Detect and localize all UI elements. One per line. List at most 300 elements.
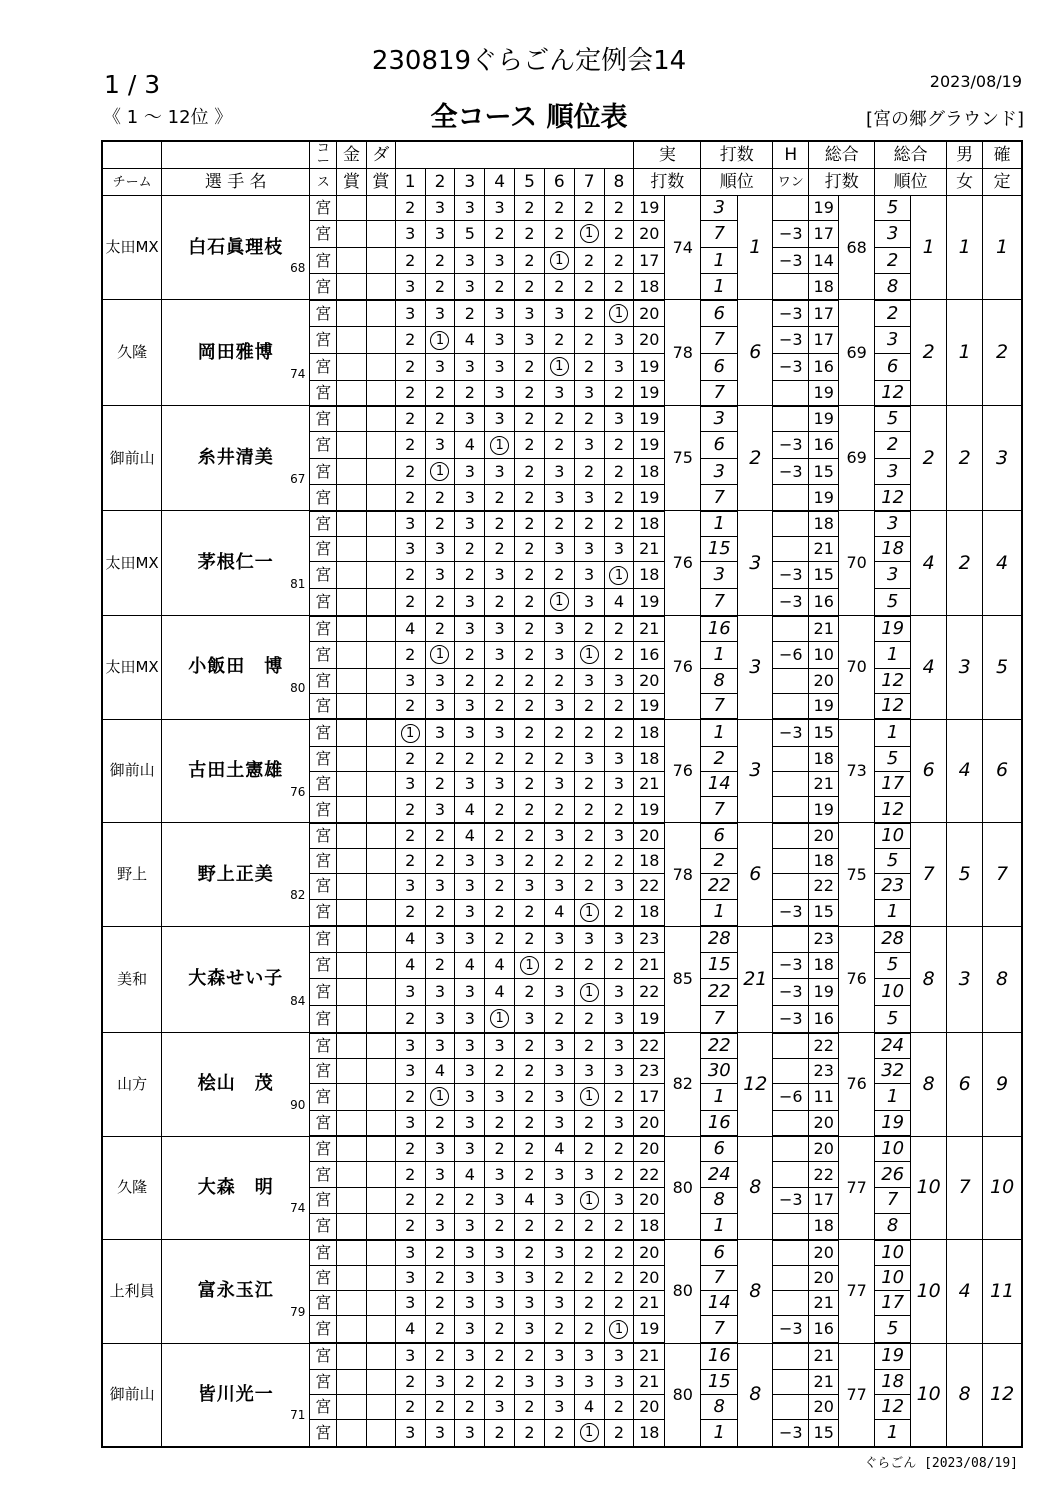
hole-score: 2 xyxy=(524,539,535,559)
da-prize-cell xyxy=(366,1419,395,1447)
course-cell: 宮 xyxy=(310,616,337,642)
hole-score: 3 xyxy=(464,1242,475,1262)
round-rank-cell: 15 xyxy=(701,537,738,562)
hole-score: 1 xyxy=(609,566,628,585)
player-handicap: 84 xyxy=(290,993,306,1008)
round-rank-cell: 14 xyxy=(701,1291,738,1316)
hole-score-cell xyxy=(604,221,634,248)
hole-score-cell xyxy=(395,562,425,589)
venue: [宮の郷グラウンド] xyxy=(865,109,1024,130)
hole-score-cell xyxy=(395,1162,425,1187)
hole-score: 3 xyxy=(434,1164,446,1184)
player-name-cell xyxy=(162,719,310,823)
stroke-rank-cell: 3 xyxy=(738,719,773,823)
round-rank-cell: 6 xyxy=(701,432,738,459)
gold-header-bottom: 賞 xyxy=(337,169,367,196)
hole-score-cell xyxy=(544,274,574,300)
hole-score-cell xyxy=(544,1084,574,1111)
hole-score-cell xyxy=(604,1343,634,1369)
total-rank-cell: 2 xyxy=(911,300,947,406)
hole-score: 2 xyxy=(405,356,416,376)
hole-score: 3 xyxy=(434,356,446,376)
hole-score-cell xyxy=(485,432,515,459)
gold-prize-cell xyxy=(337,1162,367,1187)
hole-score: 3 xyxy=(464,461,475,481)
round-score-cell: 18 xyxy=(634,562,665,589)
course-cell: 宮 xyxy=(310,458,337,485)
hole-score-cell xyxy=(515,668,545,693)
round-rank-cell: 7 xyxy=(701,1316,738,1343)
course-cell: 宮 xyxy=(310,406,337,432)
hole-score-cell xyxy=(515,797,545,823)
da-prize-cell xyxy=(366,1316,395,1343)
course-cell: 宮 xyxy=(310,1369,337,1394)
actual-header-bottom: 打数 xyxy=(634,169,701,196)
total-strokes-cell: 77 xyxy=(839,1240,875,1344)
hole-score: 2 xyxy=(434,825,446,845)
hole-score: 3 xyxy=(434,929,446,949)
hole-score: 1 xyxy=(580,1191,599,1210)
hole-score-cell xyxy=(455,1005,485,1032)
hole-score: 3 xyxy=(405,1346,416,1366)
player-name-cell xyxy=(162,406,310,511)
hole-score: 4 xyxy=(405,929,416,949)
hole-score-cell xyxy=(455,327,485,354)
hole-score: 3 xyxy=(554,382,565,402)
hole-in-one-cell xyxy=(773,1240,809,1266)
hole-score: 2 xyxy=(405,1371,416,1391)
hole-score: 3 xyxy=(464,876,475,896)
round-rank-cell: 22 xyxy=(701,1033,738,1059)
hole-score-cell xyxy=(455,274,485,300)
round-total-rank-cell: 2 xyxy=(875,432,911,459)
hole-score-cell xyxy=(574,1033,604,1059)
total-rank-header: 総合 xyxy=(875,141,947,169)
hole-score: 2 xyxy=(584,1319,595,1339)
round-total-rank-cell: 5 xyxy=(875,746,911,771)
hole-score-cell xyxy=(515,1110,545,1136)
hole-score-cell xyxy=(604,1419,634,1447)
hole-score-cell xyxy=(485,719,515,746)
hole-score-cell xyxy=(395,1058,425,1083)
hole-score: 2 xyxy=(613,902,625,922)
hole-score-cell xyxy=(455,1033,485,1059)
hole-score-cell xyxy=(485,1033,515,1059)
hole-score: 3 xyxy=(524,1319,535,1339)
round-total-rank-cell: 6 xyxy=(875,353,911,380)
hole-score: 2 xyxy=(524,851,535,871)
hole-score: 1 xyxy=(580,903,599,922)
hole-score: 3 xyxy=(434,539,446,559)
hole-score: 3 xyxy=(464,982,475,1001)
hole-score-cell xyxy=(455,823,485,849)
hole-in-one-cell xyxy=(773,616,809,642)
hole-score-cell xyxy=(515,719,545,746)
hole-score: 2 xyxy=(554,435,565,455)
hole-score-cell xyxy=(574,1187,604,1214)
hole-header: 3 xyxy=(455,169,485,196)
round-rank-cell: 7 xyxy=(701,485,738,511)
hole-score-cell xyxy=(544,874,574,899)
hole-score: 2 xyxy=(584,513,595,533)
hole-score: 1 xyxy=(550,592,569,611)
round-rank-cell: 1 xyxy=(701,1084,738,1111)
round-rank-cell: 7 xyxy=(701,221,738,248)
hole-score: 1 xyxy=(580,645,599,664)
hole-score-cell xyxy=(425,485,455,511)
hole-score: 2 xyxy=(524,902,535,922)
hole-score-cell xyxy=(425,1369,455,1394)
hole-score-cell xyxy=(395,616,425,642)
hole-score-cell xyxy=(395,899,425,926)
player-name-cell xyxy=(162,196,310,300)
da-prize-cell xyxy=(366,432,395,459)
hole-score: 2 xyxy=(494,1216,505,1236)
total-strokes-cell: 69 xyxy=(839,406,875,511)
hole-score-cell xyxy=(395,1291,425,1316)
hole-score-cell xyxy=(604,196,634,221)
team-cell: 太田MX xyxy=(102,511,162,616)
hole-score: 2 xyxy=(524,513,535,533)
round-total-rank-cell: 10 xyxy=(875,1136,911,1162)
total-rank-cell: 1 xyxy=(911,196,947,300)
footer: ぐらごん [2023/08/19] xyxy=(864,1456,1018,1471)
da-prize-cell xyxy=(366,642,395,669)
final-header-bottom: 定 xyxy=(983,169,1022,196)
hole-score-cell xyxy=(544,693,574,719)
hole-in-one-cell xyxy=(773,823,809,849)
hole-in-one-cell xyxy=(773,1291,809,1316)
hole-score-cell xyxy=(515,1240,545,1266)
actual-header: 実 xyxy=(634,141,701,169)
hole-in-one-cell xyxy=(773,511,809,537)
course-cell: 宮 xyxy=(310,300,337,327)
gold-prize-cell xyxy=(337,247,367,274)
round-score-cell: 17 xyxy=(634,247,665,274)
round-total-cell: 19 xyxy=(809,380,839,406)
hole-score: 2 xyxy=(584,356,595,376)
hole-score-cell xyxy=(425,979,455,1006)
table-row xyxy=(102,616,1022,642)
da-prize-cell xyxy=(366,485,395,511)
table-row xyxy=(102,926,1022,952)
round-score-cell: 19 xyxy=(634,588,665,615)
hole-score-cell xyxy=(604,1240,634,1266)
hole-score-cell xyxy=(515,1162,545,1187)
hole-score: 3 xyxy=(494,618,505,638)
hole-score-cell xyxy=(515,1394,545,1419)
final-rank-cell: 9 xyxy=(983,1033,1022,1137)
round-total-cell: 18 xyxy=(809,274,839,300)
hole-score: 2 xyxy=(464,539,475,559)
hole-score-cell xyxy=(544,746,574,771)
round-total-cell: 14 xyxy=(809,247,839,274)
round-total-rank-cell: 28 xyxy=(875,926,911,952)
hole-score-cell xyxy=(395,693,425,719)
gold-prize-cell xyxy=(337,823,367,849)
da-prize-cell xyxy=(366,353,395,380)
hole-score-cell xyxy=(425,899,455,926)
hole-score-cell xyxy=(574,1084,604,1111)
hole-score-cell xyxy=(604,979,634,1006)
da-prize-cell xyxy=(366,952,395,979)
hole-score-cell xyxy=(544,642,574,669)
hole-score: 3 xyxy=(494,382,505,402)
hole-score-cell xyxy=(455,221,485,248)
round-score-cell: 19 xyxy=(634,432,665,459)
hole-score: 3 xyxy=(405,1242,416,1262)
hole-score-cell xyxy=(425,327,455,354)
hole-score: 2 xyxy=(584,825,595,845)
stroke-rank-cell: 6 xyxy=(738,300,773,406)
hole-score: 2 xyxy=(494,1319,505,1339)
hole-score: 2 xyxy=(494,929,505,949)
hole-score-cell xyxy=(455,642,485,669)
hole-score-cell xyxy=(515,952,545,979)
gold-prize-cell xyxy=(337,1265,367,1290)
course-cell: 宮 xyxy=(310,1343,337,1369)
hole-score-cell xyxy=(425,823,455,849)
hole-score-cell xyxy=(574,1343,604,1369)
hole-score-cell xyxy=(455,1394,485,1419)
hole-score-cell xyxy=(455,1316,485,1343)
course-cell: 宮 xyxy=(310,1240,337,1266)
round-total-rank-cell: 8 xyxy=(875,1214,911,1240)
hole-score-cell xyxy=(455,562,485,589)
hole-score-cell xyxy=(485,823,515,849)
hole-score: 2 xyxy=(405,1216,416,1236)
gender-rank-cell: 3 xyxy=(947,616,983,720)
hole-score: 2 xyxy=(554,1216,565,1236)
hole-score-cell xyxy=(485,1343,515,1369)
hole-score: 3 xyxy=(405,1035,416,1055)
round-total-rank-cell: 12 xyxy=(875,380,911,406)
hole-score: 2 xyxy=(524,565,535,585)
hole-score-cell xyxy=(544,380,574,406)
round-total-rank-cell: 3 xyxy=(875,221,911,248)
round-rank-cell: 7 xyxy=(701,380,738,406)
hole-score-cell xyxy=(395,1343,425,1369)
hole-in-one-cell xyxy=(773,1110,809,1136)
hole-score: 2 xyxy=(494,1061,505,1080)
round-rank-cell: 6 xyxy=(701,1240,738,1266)
hole-score-cell xyxy=(544,849,574,874)
total-rank-cell: 8 xyxy=(911,926,947,1032)
course-cell: 宮 xyxy=(310,1033,337,1059)
hole-score-cell xyxy=(485,1369,515,1394)
hole-score: 2 xyxy=(524,487,535,507)
hole-score: 3 xyxy=(464,774,475,794)
gold-prize-cell xyxy=(337,1394,367,1419)
round-score-cell: 20 xyxy=(634,1187,665,1214)
hole-score: 2 xyxy=(524,461,535,481)
gender-rank-cell: 4 xyxy=(947,1240,983,1344)
hole-score: 2 xyxy=(405,1139,416,1159)
gender-rank-cell: 2 xyxy=(947,511,983,616)
hole-score: 3 xyxy=(494,1164,505,1184)
hole-score-cell xyxy=(574,1005,604,1032)
hole-score-cell xyxy=(395,874,425,899)
round-score-cell: 18 xyxy=(634,1214,665,1240)
hole-score-cell xyxy=(485,380,515,406)
hole-score: 3 xyxy=(464,487,475,507)
round-total-cell: 19 xyxy=(809,406,839,432)
hole-score-cell xyxy=(604,823,634,849)
stroke-rank-cell: 8 xyxy=(738,1343,773,1447)
hole-score: 1 xyxy=(580,1087,599,1106)
hole-score: 2 xyxy=(524,1139,535,1159)
hole-score-cell xyxy=(574,537,604,562)
hole-score-cell xyxy=(574,1110,604,1136)
hole-score: 2 xyxy=(613,1396,625,1416)
hole-score: 2 xyxy=(554,198,565,218)
team-header: チーム xyxy=(102,169,162,196)
hole-score: 5 xyxy=(464,223,475,243)
round-total-cell: 16 xyxy=(809,353,839,380)
gold-prize-cell xyxy=(337,719,367,746)
da-header: ダ xyxy=(366,141,395,169)
hole-score: 2 xyxy=(434,618,446,638)
course-cell: 宮 xyxy=(310,874,337,899)
course-cell: 宮 xyxy=(310,274,337,300)
round-total-cell: 16 xyxy=(809,1316,839,1343)
round-score-cell: 22 xyxy=(634,1162,665,1187)
course-cell: 宮 xyxy=(310,1316,337,1343)
hole-score-cell xyxy=(455,380,485,406)
hole-score-cell xyxy=(395,1187,425,1214)
results-body xyxy=(102,196,1022,1448)
hole-score: 2 xyxy=(584,1268,595,1288)
gold-prize-cell xyxy=(337,562,367,589)
hole-score: 3 xyxy=(434,1139,446,1159)
hole-score: 3 xyxy=(434,982,446,1001)
hole-score-cell xyxy=(604,693,634,719)
total-rank-cell: 8 xyxy=(911,1033,947,1137)
round-rank-cell: 1 xyxy=(701,1214,738,1240)
round-total-rank-cell: 32 xyxy=(875,1058,911,1083)
hole-score: 3 xyxy=(554,774,565,794)
hole-score: 2 xyxy=(405,435,416,455)
da-prize-cell xyxy=(366,327,395,354)
da-prize-cell xyxy=(366,1136,395,1162)
da-prize-cell xyxy=(366,849,395,874)
hole-score: 2 xyxy=(613,487,625,507)
hole-score: 4 xyxy=(584,1396,595,1416)
hole-score: 3 xyxy=(405,774,416,794)
hole-score: 3 xyxy=(464,1216,475,1236)
hole-score: 3 xyxy=(613,539,625,559)
hole-score: 3 xyxy=(524,876,535,896)
hole-header: 7 xyxy=(574,169,604,196)
hole-score: 2 xyxy=(584,1242,595,1262)
round-total-cell: 18 xyxy=(809,746,839,771)
round-total-rank-cell: 10 xyxy=(875,823,911,849)
hole-score-cell xyxy=(544,1058,574,1083)
player-name: 皆川光一 xyxy=(197,1383,274,1405)
da-prize-cell xyxy=(366,588,395,615)
hole-score-cell xyxy=(425,719,455,746)
hole-score-cell xyxy=(485,899,515,926)
hole-score: 3 xyxy=(584,1371,595,1391)
round-score-cell: 21 xyxy=(634,1369,665,1394)
hole-score: 2 xyxy=(584,1112,595,1132)
hole-score: 2 xyxy=(524,250,535,270)
da-prize-cell xyxy=(366,823,395,849)
hole-score-cell xyxy=(395,1419,425,1447)
total-rank-cell: 6 xyxy=(911,719,947,823)
hole-score: 2 xyxy=(584,774,595,794)
hole-in-one-cell: −3 xyxy=(773,432,809,459)
hole-score-cell xyxy=(604,797,634,823)
hole-score-cell xyxy=(515,380,545,406)
round-score-cell: 20 xyxy=(634,1265,665,1290)
course-cell: 宮 xyxy=(310,588,337,615)
player-name-cell xyxy=(162,1343,310,1447)
hole-score: 2 xyxy=(524,696,535,715)
hole-score: 3 xyxy=(613,982,625,1001)
round-total-cell: 21 xyxy=(809,1291,839,1316)
hole-header: 6 xyxy=(544,169,574,196)
hole-score: 3 xyxy=(405,876,416,896)
hole-score-cell xyxy=(425,537,455,562)
course-cell: 宮 xyxy=(310,849,337,874)
team-cell: 太田MX xyxy=(102,196,162,300)
hole-score-cell xyxy=(425,221,455,248)
da-prize-cell xyxy=(366,1214,395,1240)
hole-score: 2 xyxy=(524,591,535,611)
hole-score: 3 xyxy=(554,825,565,845)
hole-score-cell xyxy=(544,1187,574,1214)
hole-score: 2 xyxy=(494,1139,505,1159)
hole-score: 3 xyxy=(494,723,505,743)
total-strokes-cell: 68 xyxy=(839,196,875,300)
hole-score-cell xyxy=(455,926,485,952)
player-name-cell xyxy=(162,616,310,720)
table-row xyxy=(102,1343,1022,1369)
gender-header-bottom: 女 xyxy=(947,169,983,196)
hole-score: 3 xyxy=(613,876,625,896)
hole-score: 2 xyxy=(584,955,595,975)
hole-score-cell xyxy=(425,693,455,719)
hole-score-cell xyxy=(515,196,545,221)
hole-score-cell xyxy=(574,353,604,380)
hole-in-one-cell: −3 xyxy=(773,588,809,615)
hole-score-cell xyxy=(455,772,485,797)
hole-score: 2 xyxy=(524,1035,535,1055)
course-cell: 宮 xyxy=(310,772,337,797)
actual-total-cell: 74 xyxy=(665,196,701,300)
round-total-rank-cell: 10 xyxy=(875,1240,911,1266)
hole-score: 3 xyxy=(584,539,595,559)
round-score-cell: 16 xyxy=(634,642,665,669)
hole-score-cell xyxy=(455,719,485,746)
round-score-cell: 22 xyxy=(634,874,665,899)
hole-in-one-cell: −3 xyxy=(773,1005,809,1032)
hole-score-cell xyxy=(425,562,455,589)
hole-score-cell xyxy=(425,588,455,615)
player-name: 古田土憲雄 xyxy=(188,759,284,781)
hole-score: 4 xyxy=(494,955,505,975)
hole-score: 2 xyxy=(434,955,446,975)
hole-score: 2 xyxy=(494,591,505,611)
hole-score-cell xyxy=(485,485,515,511)
hole-in-one-cell: −6 xyxy=(773,642,809,669)
hole-score-cell xyxy=(604,874,634,899)
hole-score: 3 xyxy=(613,1061,625,1080)
hole-score-cell xyxy=(485,1240,515,1266)
hole-score: 4 xyxy=(494,982,505,1001)
hole-score-cell xyxy=(544,1394,574,1419)
